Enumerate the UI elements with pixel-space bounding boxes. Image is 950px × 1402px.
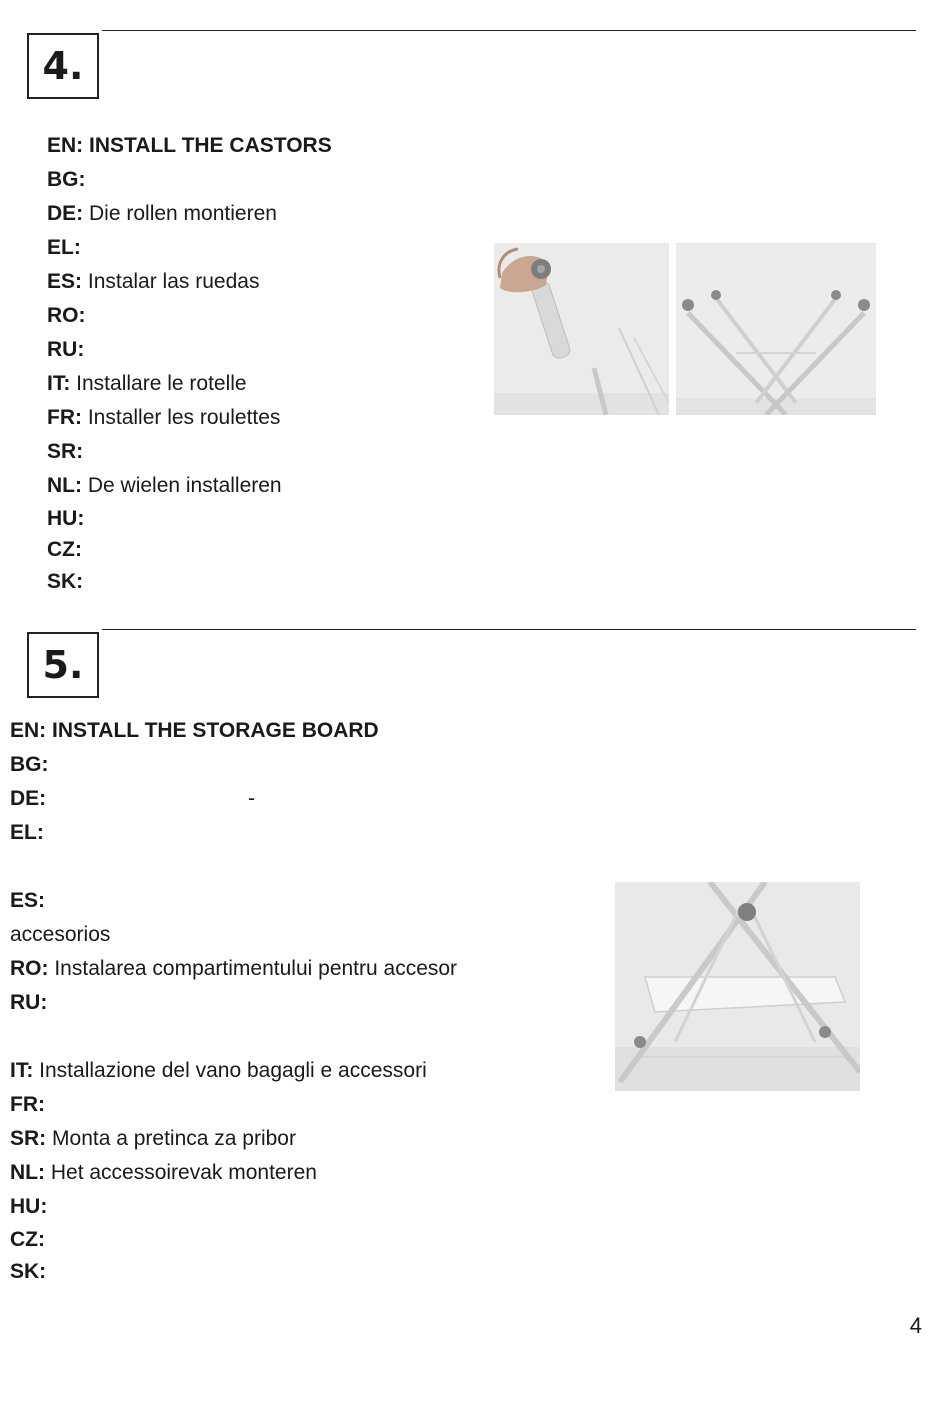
- page-number: 4: [909, 1313, 922, 1338]
- s5-line-hu: HU:: [10, 1195, 48, 1218]
- s4-line-cz: CZ:: [47, 538, 82, 561]
- s5-line-ro: RO: Instalarea compartimentului pentru accesor: [10, 957, 458, 980]
- castor-insert-photo: [494, 243, 669, 415]
- s5-line-cz: CZ:: [10, 1228, 45, 1251]
- s4-line-ru: RU:: [47, 338, 85, 361]
- s5-line-nl: NL: Het accessoirevak monteren: [10, 1161, 317, 1184]
- s5-line-ru: RU:: [10, 991, 48, 1014]
- s5-line-sk: SK:: [10, 1260, 47, 1283]
- section-4-number: 4.: [27, 33, 99, 99]
- s5-line-sr: SR: Monta a pretinca za pribor: [10, 1127, 296, 1150]
- s4-line-bg: BG:: [47, 168, 86, 191]
- s5-line-es-cont: accesorios: [10, 923, 111, 946]
- s4-line-sk: SK:: [47, 570, 84, 593]
- s4-line-en: EN: INSTALL THE CASTORS: [47, 134, 332, 157]
- s4-line-sr: SR:: [47, 440, 84, 463]
- s4-line-es: ES: Instalar las ruedas: [47, 270, 260, 293]
- s4-line-el: EL:: [47, 236, 81, 259]
- castors-installed-photo: [676, 243, 876, 415]
- s5-line-de: DE: -: [10, 787, 255, 810]
- section-5-rule: [102, 629, 916, 630]
- s4-line-de: DE: Die rollen montieren: [47, 202, 277, 225]
- s5-line-el: EL:: [10, 821, 44, 844]
- section-4-rule: [102, 30, 916, 31]
- s5-line-bg: BG:: [10, 753, 49, 776]
- s5-line-es: ES:: [10, 889, 46, 912]
- s4-line-nl: NL: De wielen installeren: [47, 474, 282, 497]
- s4-line-fr: FR: Installer les roulettes: [47, 406, 281, 429]
- s5-line-it: IT: Installazione del vano bagagli e accessori: [10, 1059, 427, 1082]
- s4-line-ro: RO:: [47, 304, 86, 327]
- s4-line-it: IT: Installare le rotelle: [47, 372, 247, 395]
- s5-line-en: EN: INSTALL THE STORAGE BOARD: [10, 719, 379, 742]
- s5-line-fr: FR:: [10, 1093, 45, 1116]
- section-5-number: 5.: [27, 632, 99, 698]
- storage-board-photo: [615, 882, 860, 1091]
- s4-line-hu: HU:: [47, 507, 85, 530]
